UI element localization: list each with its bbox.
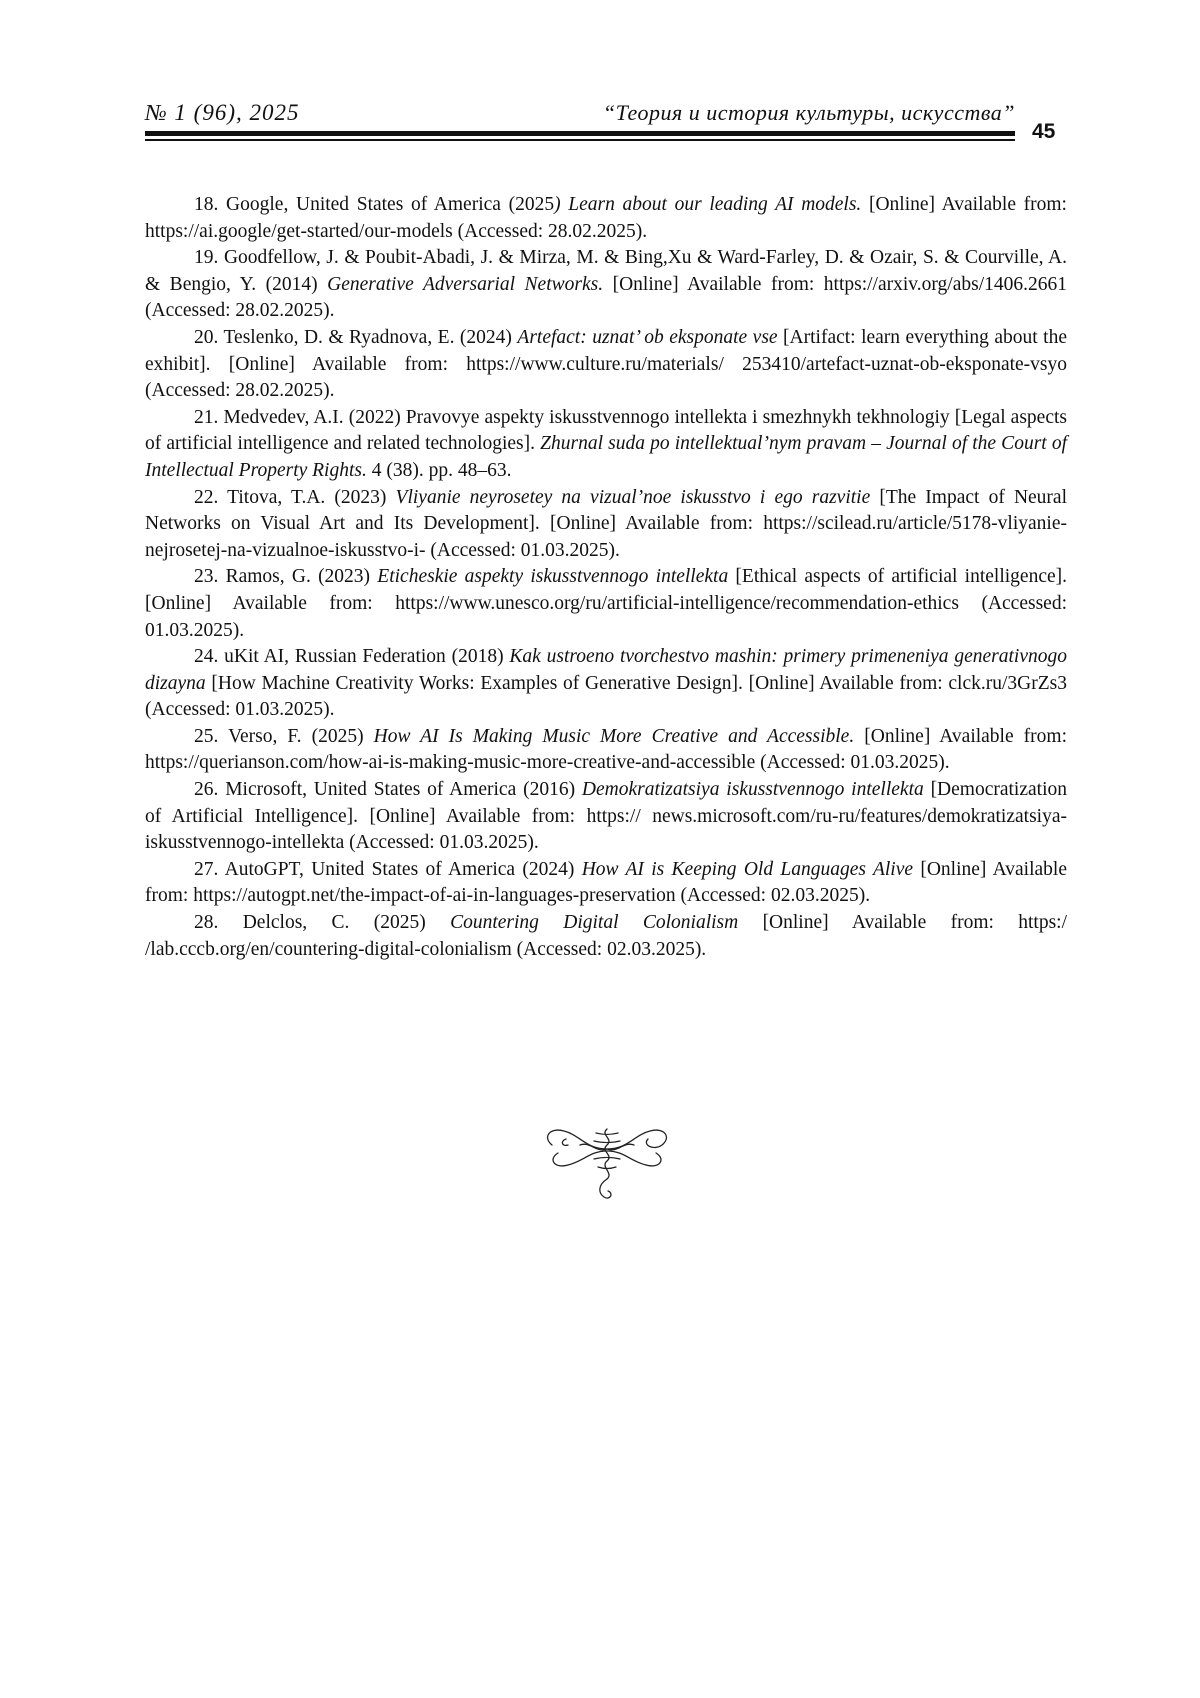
reference-item: 23. Ramos, G. (2023) Eticheskie aspekty iskusstvennogo intellekta [Ethical aspects of artificial intelligence]. [Online] Available from: https://www.unesco.org/ru/artificial-intelligence/recommendation-ethics (Accessed: 01.03.2025). <box>145 566 1067 641</box>
reference-item: 26. Microsoft, United States of America (2016) Demokratizatsiya iskusstvennogo intellekta [Democratization of Artificial Intelligence]. [Online] Available from: https:// news.microsoft.com/ru-ru/features/demokratizatsiya-iskusstvennogo-intellekta (Accessed: 01.03.2025). <box>145 779 1067 854</box>
reference-item: 27. AutoGPT, United States of America (2024) How AI is Keeping Old Languages Alive [Online] Available from: https://autogpt.net/the-impact-of-ai-in-languages-preservation (Accessed: 02.03.2025). <box>145 858 1067 907</box>
reference-item: 18. Google, United States of America (2025) Learn about our leading AI models. [Online] Available from: https://ai.google/get-started/our-models (Accessed: 28.02.2025). <box>145 194 1067 242</box>
reference-item: 19. Goodfellow, J. & Poubit-Abadi, J. & Mirza, M. & Bing,Xu & Ward-Farley, D. & Ozair, S. & Courville, A. & Bengio, Y. (2014) Generative Adversarial Networks. [Online] Available from: https://arxiv.org/abs/1406.2661 (Accessed: 28.02.2025). <box>145 247 1067 322</box>
header-rule-thin <box>145 139 1015 141</box>
page-number: 45 <box>1032 120 1056 143</box>
reference-item: 21. Medvedev, A.I. (2022) Pravovye aspekty iskusstvennogo intellekta i smezhnykh tekhnologiy [Legal aspects of artificial intelligence and related technologies]. Zhurnal suda po intellektual’nym pravam – Journal of the Court of Intellectual Property Rights. 4 (38). pp. 48–63. <box>145 406 1067 481</box>
reference-list <box>145 192 1067 963</box>
reference-item: 25. Verso, F. (2025) How AI Is Making Music More Creative and Accessible. [Online] Available from: https://querianson.com/how-ai-is-making-music-more-creative-and-accessible (Accessed: 01.03.2025). <box>145 725 1067 774</box>
header-rule-thick <box>145 131 1015 136</box>
reference-item: 20. Teslenko, D. & Ryadnova, E. (2024) Artefact: uznat’ ob eksponate vse [Artifact: learn everything about the exhibit]. [Online] Available from: https://www.culture.ru/materials/ 253410/artefact-uznat-ob-eksponate-vsyo (Accessed: 28.02.2025). <box>145 326 1068 402</box>
reference-item: 24. uKit AI, Russian Federation (2018) Kak ustroeno tvorchestvo mashin: primery primeneniya generativnogo dizayna [How Machine Creativity Works: Examples of Generative Design]. [Online] Available from: clck.ru/3GrZs3 (Accessed: 01.03.2025). <box>145 646 1067 721</box>
flourish-ornament-icon <box>540 1123 675 1203</box>
reference-item: 22. Titova, T.A. (2023) Vliyanie neyrosetey na vizual’noe iskusstvo i ego razvitie [The Impact of Neural Networks on Visual Art and Its Development]. [Online] Available from: https://scilead.ru/article/5178-vliyanie-nejrosetej-na-vizualnoe-iskusstvo-i- (Accessed: 01.03.2025). <box>145 486 1067 561</box>
issue-number: № 1 (96), 2025 <box>145 100 300 125</box>
reference-item: 28. Delclos, C. (2025) Countering Digital Colonialism [Online] Available from: https:/ /lab.cccb.org/en/countering-digital-colonialism (Accessed: 02.03.2025). <box>145 912 1068 960</box>
journal-title: “Теория и история культуры, искусства” <box>602 100 1015 125</box>
